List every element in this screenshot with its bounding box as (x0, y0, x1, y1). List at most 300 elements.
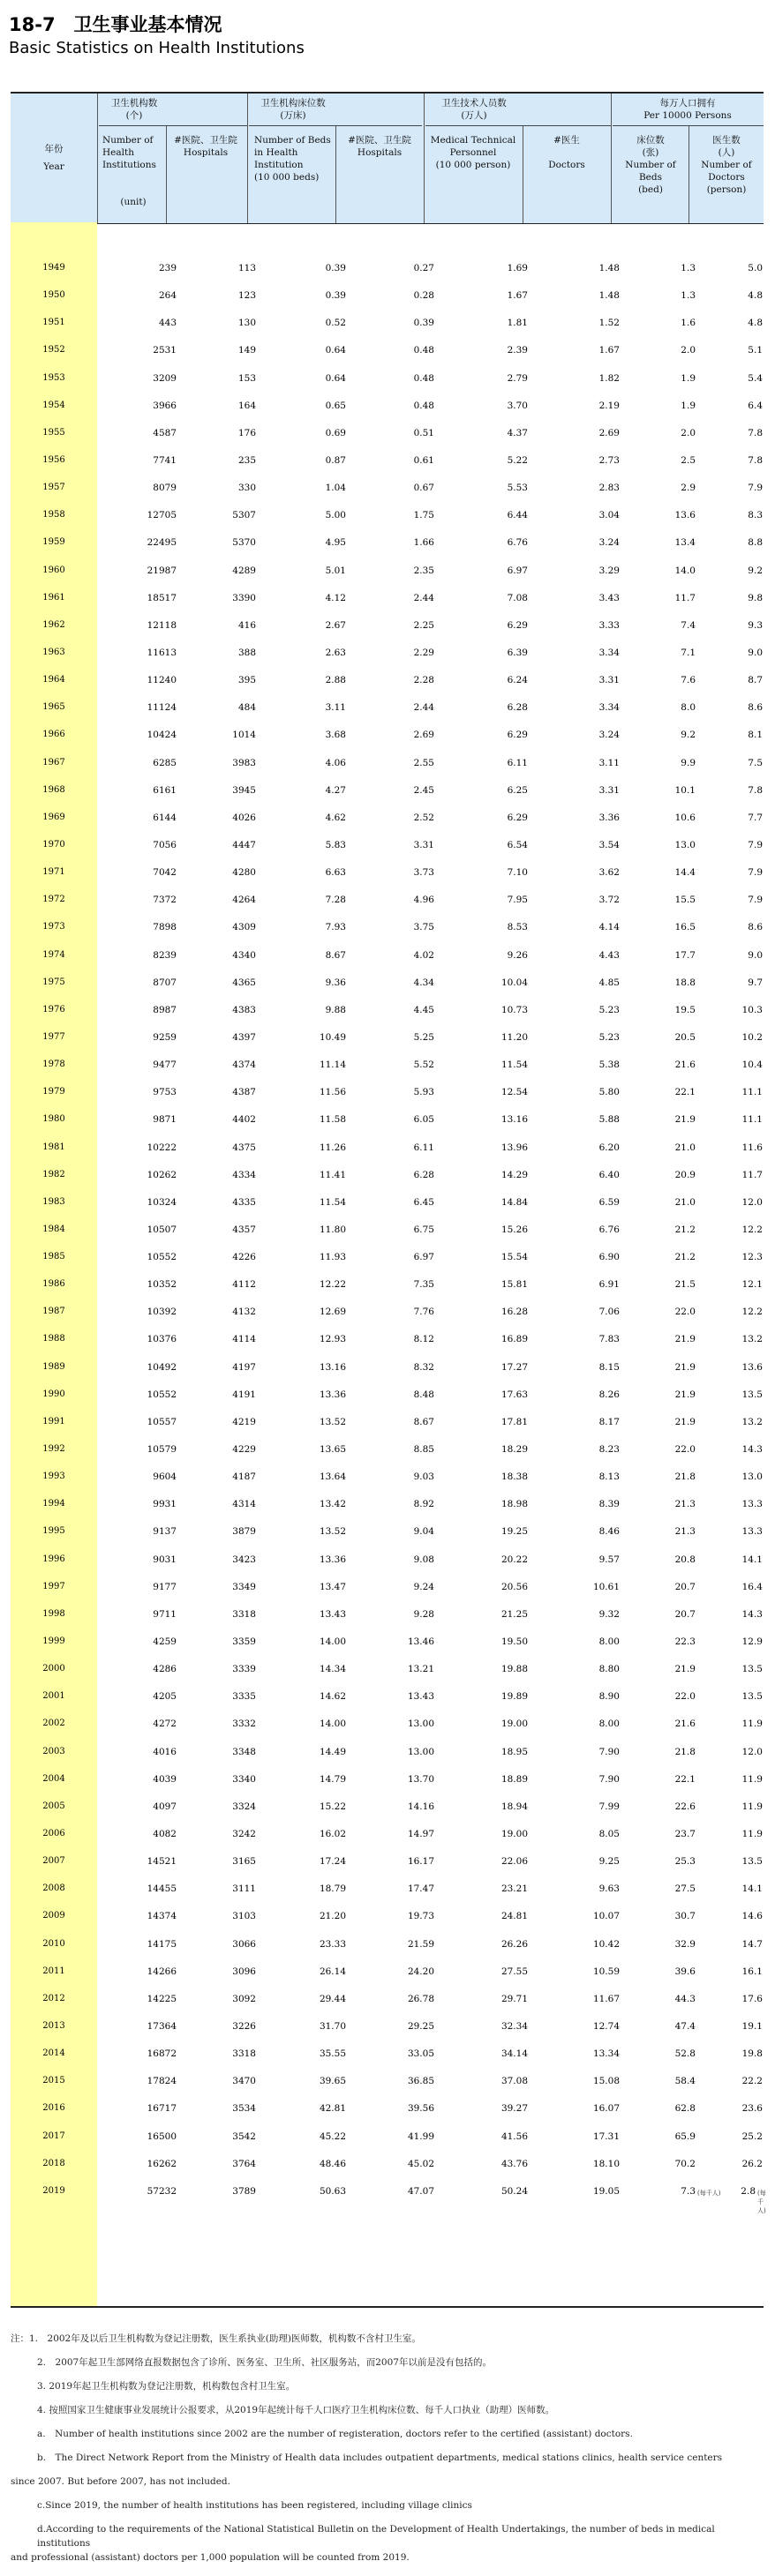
value-cell: 31.70 (319, 2021, 346, 2032)
value-cell: 6.4 (748, 400, 763, 411)
value-cell: 7.5 (748, 757, 763, 768)
value-cell: 16262 (147, 2158, 177, 2169)
value-cell: 3945 (232, 784, 256, 796)
value-cell: 16717 (147, 2103, 177, 2115)
table-row (11, 1245, 764, 1272)
value-cell: 2.9 (681, 483, 696, 494)
value-cell: 19.25 (500, 1526, 528, 1538)
value-cell: 2.0 (681, 345, 696, 356)
value-cell: 8.48 (413, 1389, 434, 1400)
per-thousand-note: (每千人) (757, 2189, 766, 2214)
value-cell: 9.04 (413, 1526, 434, 1538)
year-cell: 1969 (42, 812, 65, 822)
value-cell: 39.65 (319, 2076, 346, 2087)
value-cell: 17.63 (500, 1389, 528, 1400)
value-cell: 6144 (153, 812, 177, 823)
per-thousand-note: (每千人) (697, 2189, 721, 2197)
value-cell: 3103 (232, 1911, 256, 1922)
value-cell: 4357 (232, 1224, 256, 1235)
table-row (11, 1135, 764, 1163)
value-cell: 15.81 (500, 1279, 528, 1291)
value-cell: 11240 (147, 675, 177, 686)
value-cell: 7042 (153, 867, 177, 879)
year-cell: 1986 (42, 1279, 65, 1290)
value-cell: 130 (237, 318, 256, 329)
table-title-cn: 18-7 卫生事业基本情况 (9, 14, 222, 35)
value-cell: 6.28 (413, 1169, 434, 1180)
value-cell: 26.26 (500, 1938, 528, 1950)
year-cell: 1983 (42, 1196, 65, 1207)
value-cell: 5.22 (507, 454, 528, 466)
value-cell: 13.96 (500, 1142, 528, 1153)
value-cell: 20.7 (674, 1608, 696, 1620)
table-row (11, 393, 764, 421)
year-cell: 2010 (42, 1938, 65, 1949)
value-cell: 13.65 (319, 1444, 346, 1456)
table-row (11, 421, 764, 448)
value-cell: 21.9 (674, 1361, 696, 1373)
value-cell: 4187 (232, 1471, 256, 1483)
year-cell: 1949 (42, 263, 65, 273)
value-cell: 2.45 (413, 784, 434, 796)
value-cell: 2.5 (681, 454, 696, 466)
value-cell: 8.00 (598, 1636, 620, 1648)
value-cell: 3066 (232, 1938, 256, 1950)
value-cell: 8.67 (413, 1416, 434, 1427)
value-cell: 20.7 (674, 1581, 696, 1592)
value-cell: 9.32 (598, 1608, 620, 1620)
value-cell: 4340 (232, 949, 256, 961)
value-cell: 443 (158, 318, 177, 329)
value-cell: 21.6 (674, 1060, 696, 1071)
value-cell: 10376 (147, 1334, 177, 1345)
value-cell: 14.29 (500, 1169, 528, 1180)
table-row (11, 1190, 764, 1217)
value-cell: 16500 (147, 2130, 177, 2142)
value-cell: 9753 (153, 1087, 177, 1098)
table-row (11, 1876, 764, 1904)
value-cell: 7.28 (325, 895, 346, 906)
value-cell: 9.9 (681, 757, 696, 768)
value-cell: 4335 (232, 1196, 256, 1208)
value-cell: 4016 (153, 1746, 177, 1757)
table-row (11, 1629, 764, 1657)
value-cell: 1.9 (681, 372, 696, 384)
value-cell: 44.3 (674, 1993, 696, 2004)
value-cell: 19.8 (741, 2048, 763, 2060)
value-cell: 11.56 (319, 1087, 346, 1098)
value-cell: 2.35 (413, 565, 434, 576)
year-cell: 2012 (42, 1993, 65, 2003)
value-cell: 13.0 (674, 839, 696, 850)
value-cell: 5.38 (598, 1060, 620, 1071)
value-cell: 1.3 (681, 263, 696, 273)
year-cell: 1963 (42, 647, 65, 657)
value-cell: 9604 (153, 1471, 177, 1483)
year-cell: 2003 (42, 1746, 65, 1756)
value-cell: 0.48 (413, 400, 434, 411)
value-cell: 0.39 (325, 290, 346, 302)
value-cell: 4112 (232, 1279, 256, 1291)
value-cell: 6.76 (507, 537, 528, 549)
value-cell: 19.00 (500, 1719, 528, 1730)
value-cell: 4114 (232, 1334, 256, 1345)
year-cell: 1980 (42, 1114, 65, 1125)
table-row (11, 970, 764, 998)
value-cell: 13.5 (741, 1664, 763, 1675)
value-cell: 7.8 (748, 784, 763, 796)
value-cell: 22.2 (741, 2076, 763, 2087)
value-cell: 3111 (232, 1883, 256, 1895)
value-cell: 14.97 (407, 1829, 434, 1840)
value-cell: 18.89 (500, 1773, 528, 1785)
value-cell: 1014 (232, 730, 256, 741)
table-row (11, 1492, 764, 1519)
value-cell: 3.24 (598, 537, 620, 549)
value-cell: 4286 (153, 1664, 177, 1675)
value-cell: 22.0 (674, 1444, 696, 1456)
year-cell: 1997 (42, 1581, 65, 1591)
value-cell: 0.27 (413, 263, 434, 273)
year-cell: 2006 (42, 1829, 65, 1839)
value-cell: 6.44 (507, 510, 528, 521)
value-cell: 11.20 (500, 1031, 528, 1043)
value-cell: 5.52 (413, 1060, 434, 1071)
value-cell: 9477 (153, 1060, 177, 1071)
value-cell: 17.7 (674, 949, 696, 961)
value-cell: 15.5 (674, 895, 696, 906)
year-cell: 1973 (42, 922, 65, 932)
value-cell: 14.00 (319, 1636, 346, 1648)
table-row (11, 1987, 764, 2014)
value-cell: 4205 (153, 1691, 177, 1703)
value-cell: 10.04 (500, 977, 528, 988)
value-cell: 22.6 (674, 1801, 696, 1812)
value-cell: 1.3 (681, 290, 696, 302)
table-row (11, 448, 764, 476)
value-cell: 5.1 (748, 345, 763, 356)
table-row (11, 860, 764, 887)
value-cell: 10262 (147, 1169, 177, 1180)
table-row (11, 1025, 764, 1052)
value-cell: 8.8 (748, 537, 763, 549)
value-cell: 3966 (153, 400, 177, 411)
value-cell: 3.34 (598, 647, 620, 658)
value-cell: 4383 (232, 1004, 256, 1015)
value-cell: 14.7 (741, 1938, 763, 1950)
value-cell: 10.2 (741, 1031, 763, 1043)
value-cell: 2.79 (507, 372, 528, 384)
value-cell: 14.84 (500, 1196, 528, 1208)
table-row (11, 640, 764, 668)
value-cell: 1.69 (507, 263, 528, 273)
value-cell: 4226 (232, 1252, 256, 1263)
value-cell: 2.19 (598, 400, 620, 411)
value-cell: 4229 (232, 1444, 256, 1456)
value-cell: 8.15 (598, 1361, 620, 1373)
value-cell: 3.31 (598, 675, 620, 686)
value-cell: 14175 (147, 1938, 177, 1950)
value-cell: 0.61 (413, 454, 434, 466)
table-row (11, 1355, 764, 1382)
year-cell: 2005 (42, 1801, 65, 1811)
value-cell: 20.9 (674, 1169, 696, 1180)
value-cell: 29.71 (500, 1993, 528, 2004)
value-cell: 32.9 (674, 1938, 696, 1950)
value-cell: 4309 (232, 922, 256, 933)
value-cell: 22.3 (674, 1636, 696, 1648)
value-cell: 8.6 (748, 702, 763, 714)
value-cell: 3335 (232, 1691, 256, 1703)
value-cell: 21.9 (674, 1114, 696, 1126)
value-cell: 7.8 (748, 454, 763, 466)
value-cell: 5.0 (748, 263, 763, 273)
value-cell: 43.76 (500, 2158, 528, 2169)
value-cell: 6.29 (507, 619, 528, 631)
value-cell: 17.47 (407, 1883, 434, 1895)
value-cell: 27.55 (500, 1966, 528, 1977)
value-cell: 264 (158, 290, 177, 302)
value-cell: 4447 (232, 839, 256, 850)
header-year: 年份 Year (43, 144, 64, 172)
year-cell: 2009 (42, 1911, 65, 1921)
value-cell: 3242 (232, 1829, 256, 1840)
value-cell: 6.05 (413, 1114, 434, 1126)
year-cell: 1989 (42, 1361, 65, 1372)
table-row (11, 1437, 764, 1464)
year-cell: 1984 (42, 1224, 65, 1234)
value-cell: 1.52 (598, 318, 620, 329)
value-cell: 47.07 (407, 2185, 434, 2197)
value-cell: 3.31 (413, 839, 434, 850)
year-cell: 1964 (42, 675, 65, 685)
table-row (11, 1657, 764, 1684)
value-cell: 6.91 (598, 1279, 620, 1291)
year-cell: 1953 (42, 372, 65, 383)
table-row (11, 2041, 764, 2069)
table-row (11, 476, 764, 503)
value-cell: 21.0 (674, 1142, 696, 1153)
value-cell: 17.27 (500, 1361, 528, 1373)
value-cell: 3332 (232, 1719, 256, 1730)
table-row (11, 1080, 764, 1107)
year-cell: 1952 (42, 345, 65, 356)
header-tech: Medical Technical Personnel (10 000 person) (430, 135, 516, 170)
value-cell: 18.98 (500, 1499, 528, 1510)
value-cell: 3209 (153, 372, 177, 384)
value-cell: 9711 (153, 1608, 177, 1620)
value-cell: 176 (237, 427, 256, 438)
table-row (11, 558, 764, 586)
value-cell: 21.2 (674, 1252, 696, 1263)
value-cell: 2.44 (413, 702, 434, 714)
value-cell: 6.24 (507, 675, 528, 686)
value-cell: 9.28 (413, 1608, 434, 1620)
header-per-beds: 床位数 (张) Number of Beds (bed) (625, 135, 676, 195)
value-cell: 2531 (153, 345, 177, 356)
value-cell: 7.10 (507, 867, 528, 879)
value-cell: 2.67 (325, 619, 346, 631)
value-cell: 19.05 (592, 2185, 620, 2197)
header-inst-group: 卫生机构数 (个) (110, 98, 158, 121)
value-cell: 16.1 (741, 1966, 763, 1977)
value-cell: 0.51 (413, 427, 434, 438)
value-cell: 8.32 (413, 1361, 434, 1373)
value-cell: 9.2 (681, 730, 696, 741)
year-cell: 1991 (42, 1416, 65, 1427)
value-cell: 21.3 (674, 1499, 696, 1510)
value-cell: 11.6 (741, 1142, 763, 1153)
value-cell: 9.0 (748, 949, 763, 961)
value-cell: 0.67 (413, 483, 434, 494)
value-cell: 2.28 (413, 675, 434, 686)
header-beds-hospitals: #医院、卫生院 Hospitals (348, 135, 411, 158)
value-cell: 6285 (153, 757, 177, 768)
value-cell: 10222 (147, 1142, 177, 1153)
value-cell: 9.57 (598, 1554, 620, 1565)
year-cell: 1951 (42, 318, 65, 328)
value-cell: 13.42 (319, 1499, 346, 1510)
value-cell: 1.81 (507, 318, 528, 329)
value-cell: 36.85 (407, 2076, 434, 2087)
value-cell: 14374 (147, 1911, 177, 1922)
value-cell: 17.31 (592, 2130, 620, 2142)
table-row (11, 2152, 764, 2179)
value-cell: 33.05 (407, 2048, 434, 2060)
value-cell: 11.1 (741, 1087, 763, 1098)
year-cell: 1966 (42, 730, 65, 740)
table-row (11, 1849, 764, 1876)
value-cell: 3.29 (598, 565, 620, 576)
value-cell: 29.44 (319, 1993, 346, 2004)
value-cell: 4.02 (413, 949, 434, 961)
value-cell: 23.6 (741, 2103, 763, 2115)
value-cell: 17364 (147, 2021, 177, 2032)
value-cell: 8.23 (598, 1444, 620, 1456)
year-cell: 2014 (42, 2048, 65, 2059)
value-cell: 8.80 (598, 1664, 620, 1675)
year-cell: 1950 (42, 290, 65, 301)
year-cell: 1956 (42, 454, 65, 465)
value-cell: 15.08 (592, 2076, 620, 2087)
value-cell: 14.6 (741, 1911, 763, 1922)
value-cell: 8.17 (598, 1416, 620, 1427)
year-cell: 2002 (42, 1719, 65, 1729)
value-cell: 41.99 (407, 2130, 434, 2142)
table-row (11, 256, 764, 283)
value-cell: 6.59 (598, 1196, 620, 1208)
value-cell: 4365 (232, 977, 256, 988)
value-cell: 57232 (147, 2185, 177, 2197)
year-cell: 1987 (42, 1307, 65, 1317)
value-cell: 70.2 (674, 2158, 696, 2169)
value-cell: 3423 (232, 1554, 256, 1565)
value-cell: 21.20 (319, 1911, 346, 1922)
value-cell: 239 (158, 263, 177, 273)
header-beds: Number of Beds in Health Institution (10 000 beds) (254, 135, 331, 183)
value-cell: 3.11 (325, 702, 346, 714)
value-cell: 3340 (232, 1773, 256, 1785)
value-cell: 3359 (232, 1636, 256, 1648)
year-cell: 1988 (42, 1334, 65, 1344)
value-cell: 12705 (147, 510, 177, 521)
value-cell: 3092 (232, 1993, 256, 2004)
table-row (11, 503, 764, 530)
value-cell: 11124 (147, 702, 177, 714)
value-cell: 24.81 (500, 1911, 528, 1922)
value-cell: 4.37 (507, 427, 528, 438)
table-row (11, 1163, 764, 1190)
table-row (11, 2124, 764, 2152)
value-cell: 153 (237, 372, 256, 384)
value-cell: 123 (237, 290, 256, 302)
table-row (11, 1299, 764, 1327)
value-cell: 25.3 (674, 1856, 696, 1868)
value-cell: 5.01 (325, 565, 346, 576)
table-row (11, 1410, 764, 1437)
value-cell: 16.28 (500, 1307, 528, 1318)
table-row (11, 1575, 764, 1602)
value-cell: 13.16 (500, 1114, 528, 1126)
table-row (11, 943, 764, 970)
value-cell: 4.85 (598, 977, 620, 988)
value-cell: 2.55 (413, 757, 434, 768)
value-cell: 9177 (153, 1581, 177, 1592)
value-cell: 3.33 (598, 619, 620, 631)
value-cell: 21.5 (674, 1279, 696, 1291)
year-cell: 2015 (42, 2076, 65, 2086)
value-cell: 4197 (232, 1361, 256, 1373)
table-row (11, 668, 764, 695)
value-cell: 14225 (147, 1993, 177, 2004)
value-cell: 32.34 (500, 2021, 528, 2032)
value-cell: 3.36 (598, 812, 620, 823)
value-cell: 4264 (232, 895, 256, 906)
value-cell: 24.20 (407, 1966, 434, 1977)
table-row (11, 1547, 764, 1575)
value-cell: 19.88 (500, 1664, 528, 1675)
value-cell: 3.04 (598, 510, 620, 521)
value-cell: 8.05 (598, 1829, 620, 1840)
value-cell: 8.7 (748, 675, 763, 686)
value-cell: 5.00 (325, 510, 346, 521)
year-cell: 1954 (42, 400, 65, 410)
value-cell: 3.34 (598, 702, 620, 714)
value-cell: 21.9 (674, 1664, 696, 1675)
value-cell: 21.9 (674, 1416, 696, 1427)
value-cell: 7.7 (748, 812, 763, 823)
value-cell: 13.21 (407, 1664, 434, 1675)
value-cell: 13.4 (674, 537, 696, 549)
value-cell: 21.59 (407, 1938, 434, 1950)
value-cell: 11.26 (319, 1142, 346, 1153)
value-cell: 1.66 (413, 537, 434, 549)
value-cell: 15.26 (500, 1224, 528, 1235)
value-cell: 13.52 (319, 1526, 346, 1538)
year-cell: 1977 (42, 1031, 65, 1042)
value-cell: 22.0 (674, 1691, 696, 1703)
value-cell: 4280 (232, 867, 256, 879)
year-cell: 1967 (42, 757, 65, 768)
value-cell: 7.3 (681, 2185, 696, 2197)
value-cell: 13.47 (319, 1581, 346, 1592)
value-cell: 22.1 (674, 1773, 696, 1785)
value-cell: 2.88 (325, 675, 346, 686)
value-cell: 6.40 (598, 1169, 620, 1180)
value-cell: 3764 (232, 2158, 256, 2169)
value-cell: 11.9 (741, 1773, 763, 1785)
table-title-en: Basic Statistics on Health Institutions (9, 39, 305, 57)
